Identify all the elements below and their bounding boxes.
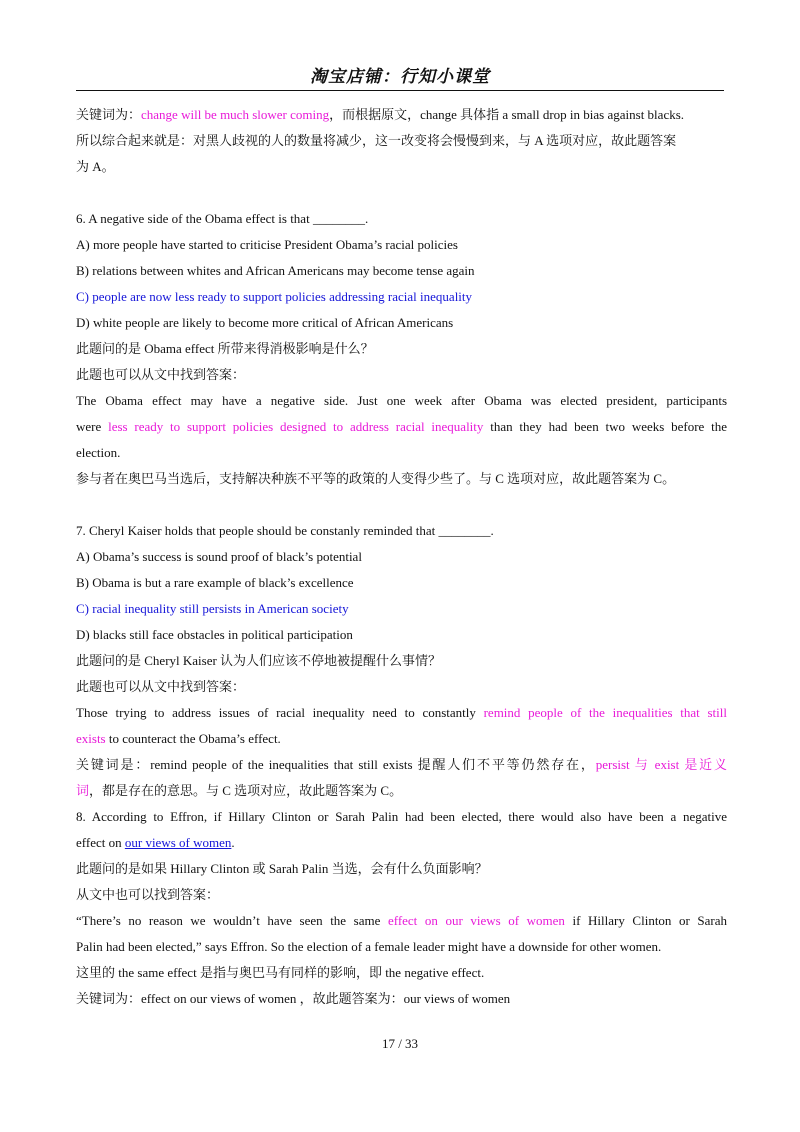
q7-option-a: A) Obama’s success is sound proof of black’s potential [76,549,362,564]
q6-option-c-correct: C) people are now less ready to support policies addressing racial inequality [76,289,473,304]
q6-option-d: D) white people are likely to become more critical of African Americans [76,315,454,330]
q8-explanation-2: 从文中也可以找到答案： [76,887,220,902]
q7-option-b: B) Obama is but a rare example of black’s excellence [76,575,354,590]
q6-quote-line-3: election. [76,445,121,460]
keyword-highlight: effect on our views of women [387,913,565,928]
header-divider [76,90,724,91]
q7-question: 7. Cheryl Kaiser holds that people should be constanly reminded that ________. [76,523,494,538]
keyword-highlight: exists [76,731,106,746]
q7-option-d: D) blacks still face obstacles in political participation [76,627,353,642]
q6-explanation-2: 此题也可以从文中找到答案： [76,367,246,382]
page-body [76,102,727,1012]
q7-explanation: 此题问的是 Cheryl Kaiser 认为人们应该不停地被提醒什么事情？ [76,653,442,668]
q7-keyword-line-1: 关键词是：remind people of the inequalities that still exists 提醒人们不平等仍然存在，persist 与 exist 是近义 [76,757,727,772]
q7-keyword-line-2: 词，都是存在的意思。与 C 选项对应，故此题答案为 C。 [76,783,403,798]
q7-quote-line-2: exists to counteract the Obama’s effect. [76,731,281,746]
page-number: 17 / 33 [381,1036,419,1051]
q6-option-b: B) relations between whites and African Americans may become tense again [76,263,475,278]
q6-quote-line-2: were less ready to support policies designed to address racial inequality than they had been two weeks before the [76,419,727,434]
q8-explanation: 此题问的是如果 Hillary Clinton 或 Sarah Palin 当选，会有什么负面影响？ [76,861,488,876]
q8-quote-line-1: “There’s no reason we wouldn’t have seen the same effect on our views of women if Hillary Clinton or Sarah [76,913,728,928]
q7-option-c-correct: C) racial inequality still persists in American society [76,601,349,616]
q8-explanation-3: 这里的 the same effect 是指与奥巴马有同样的影响，即 the negative effect. [76,965,485,980]
q7-explanation-2: 此题也可以从文中找到答案： [76,679,246,694]
keyword-highlight: persist 与 exist 是近义 [595,757,727,772]
q6-conclusion: 参与者在奥巴马当选后，支持解决种族不平等的政策的人变得少些了。与 C 选项对应，故此题答案为 C。 [76,471,676,486]
q8-quote-line-2: Palin had been elected,” says Effron. So the election of a female leader might have a downside for other women. [76,939,662,954]
q8-question-line-1: 8. According to Effron, if Hillary Clinton or Sarah Palin had been elected, there would also have been a negative [76,809,727,824]
q7-quote-line-1: Those trying to address issues of racial inequality need to constantly remind people of the inequalities that still [76,705,727,720]
q6-question: 6. A negative side of the Obama effect is that ________. [76,211,369,226]
q6-quote-line-1: The Obama effect may have a negative side. Just one week after Obama was elected president, participants [76,393,727,408]
keyword-highlight: remind people of the inequalities that still [483,705,727,720]
q6-explanation: 此题问的是 Obama effect 所带来得消极影响是什么？ [76,341,374,356]
q8-answer: 关键词为：effect on our views of women ，故此题答案为：our views of women [76,991,511,1006]
keyword-highlight: 词 [76,783,90,798]
q6-option-a: A) more people have started to criticise President Obama’s racial policies [76,237,458,252]
intro-keyword-line: 关键词为：change will be much slower coming，而根据原文，change 具体指 a small drop in bias against blacks. [76,107,685,122]
intro-answer-line: 为 A。 [76,159,115,174]
page-header-title: 淘宝店铺：行知小课堂 [310,67,490,87]
keyword-highlight: change will be much slower coming [141,107,330,122]
q8-question-line-2: effect on our views of women. [76,835,235,850]
intro-summary-line: 所以综合起来就是：对黑人歧视的人的数量将减少，这一改变将会慢慢到来，与 A 选项对应，故此题答案 [76,133,677,148]
keyword-highlight: less ready to support policies designed to address racial inequality [108,419,484,434]
answer-link[interactable]: our views of women [124,835,232,850]
